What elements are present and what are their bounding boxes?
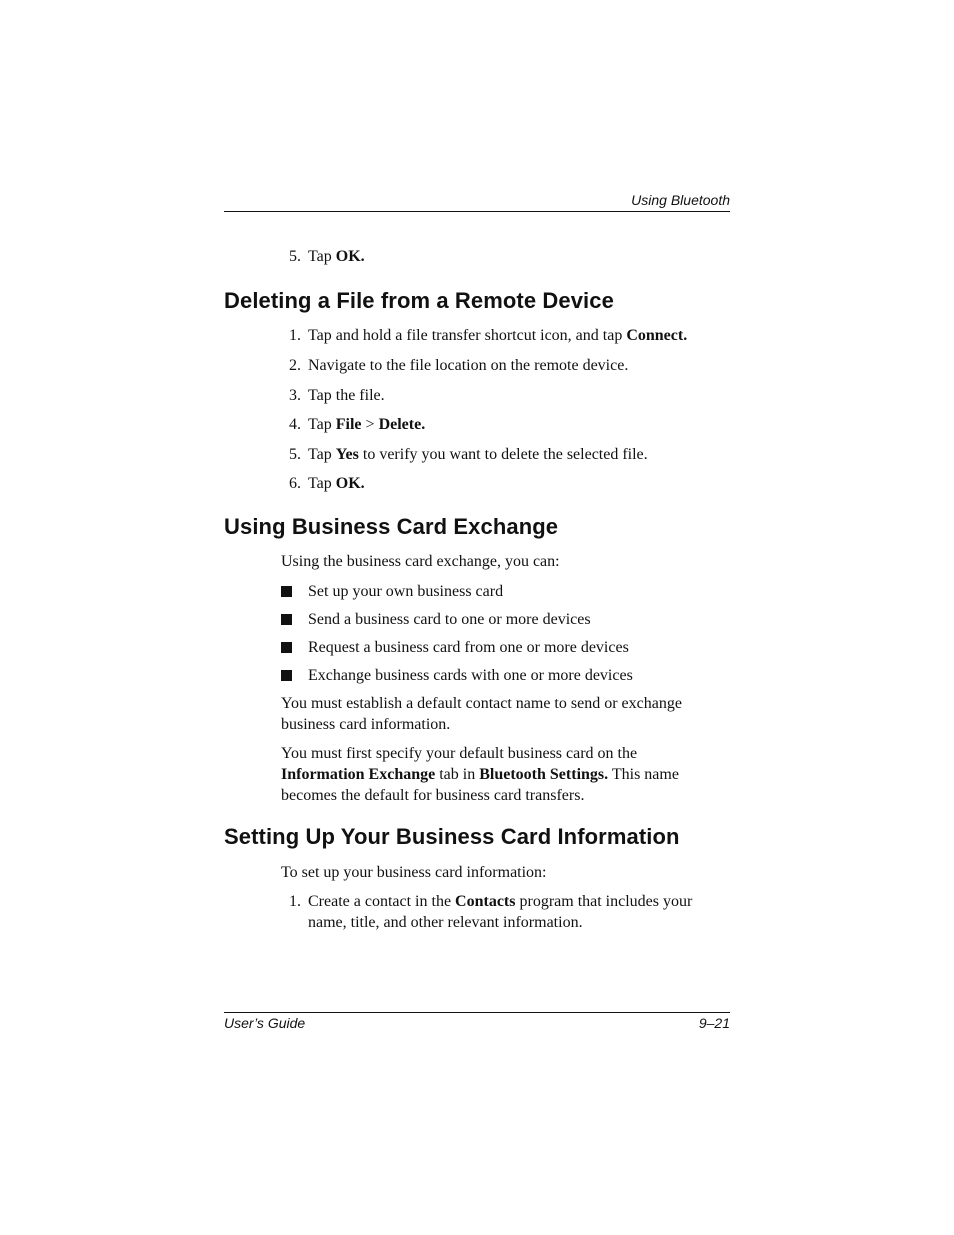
paragraph: You must establish a default contact name to send or exchange business card information. xyxy=(281,695,682,733)
step-bold-text: OK. xyxy=(335,475,365,492)
step-number: 2. xyxy=(289,357,301,374)
step-text-block xyxy=(308,891,729,933)
step-text: Tap xyxy=(308,416,336,433)
list-item-text: Exchange business cards with one or more devices xyxy=(308,667,633,684)
paragraph: Using the business card exchange, you can: xyxy=(281,553,560,570)
step-item xyxy=(289,473,365,494)
step-bold-text: Yes xyxy=(335,446,359,463)
list-item xyxy=(281,609,591,630)
step-item xyxy=(289,385,385,406)
step-item xyxy=(289,414,425,435)
step-bold-text: Delete. xyxy=(378,416,426,433)
step-text: Navigate to the file location on the remote device. xyxy=(308,357,629,374)
bullet-square-icon xyxy=(281,642,292,653)
step-bold-text: Contacts xyxy=(455,893,516,910)
step-item xyxy=(289,246,365,267)
step-number: 1. xyxy=(289,893,301,910)
step-text: Tap and hold a file transfer shortcut icon, and tap xyxy=(308,327,627,344)
paragraph-text: You must first specify your default business card on the xyxy=(281,745,638,762)
list-item-text: Set up your own business card xyxy=(308,583,504,600)
section-heading-deleting-file: Deleting a File from a Remote Device xyxy=(224,288,614,313)
step-number: 5. xyxy=(289,248,301,265)
step-text: Create a contact in the xyxy=(308,893,456,910)
step-text: Tap xyxy=(308,446,336,463)
step-number: 4. xyxy=(289,416,301,433)
step-bold-text: OK. xyxy=(335,248,365,265)
step-number: 1. xyxy=(289,327,301,344)
step-text: > xyxy=(361,416,379,433)
paragraph-text: This name becomes the default for business card transfers. xyxy=(281,766,679,804)
step-text: to verify you want to delete the selected file. xyxy=(358,446,648,463)
paragraph-bold-text: Bluetooth Settings. xyxy=(479,766,609,783)
list-item xyxy=(281,581,503,602)
step-item xyxy=(289,355,628,376)
section-heading-business-card-exchange: Using Business Card Exchange xyxy=(224,514,559,539)
section-heading-setting-up-business-card: Setting Up Your Business Card Information xyxy=(224,824,680,849)
step-bold-text: Connect. xyxy=(626,327,688,344)
list-item-text: Request a business card from one or more devices xyxy=(308,639,629,656)
step-text: program that includes your name, title, and other relevant information. xyxy=(308,893,693,931)
footer-guide-title: User’s Guide xyxy=(224,1015,306,1031)
paragraph: To set up your business card information: xyxy=(281,864,547,881)
paragraph-text: tab in xyxy=(435,766,480,783)
step-number: 5. xyxy=(289,446,301,463)
step-number: 3. xyxy=(289,387,301,404)
bullet-square-icon xyxy=(281,614,292,625)
running-head: Using Bluetooth xyxy=(631,192,730,208)
list-item-text: Send a business card to one or more devices xyxy=(308,611,591,628)
bullet-square-icon xyxy=(281,670,292,681)
paragraph-bold-text: Information Exchange xyxy=(281,766,436,783)
step-item xyxy=(289,444,648,465)
step-text: Tap xyxy=(308,248,336,265)
step-item xyxy=(289,325,687,346)
list-item xyxy=(281,665,633,686)
step-bold-text: File xyxy=(335,416,362,433)
list-item xyxy=(281,637,629,658)
step-number: 6. xyxy=(289,475,301,492)
paragraph xyxy=(281,743,721,806)
page-number: 9–21 xyxy=(698,1015,730,1031)
step-text: Tap xyxy=(308,475,336,492)
step-text: Tap the file. xyxy=(308,387,385,404)
bullet-square-icon xyxy=(281,586,292,597)
header-rule xyxy=(224,211,730,212)
step-item xyxy=(289,891,729,933)
